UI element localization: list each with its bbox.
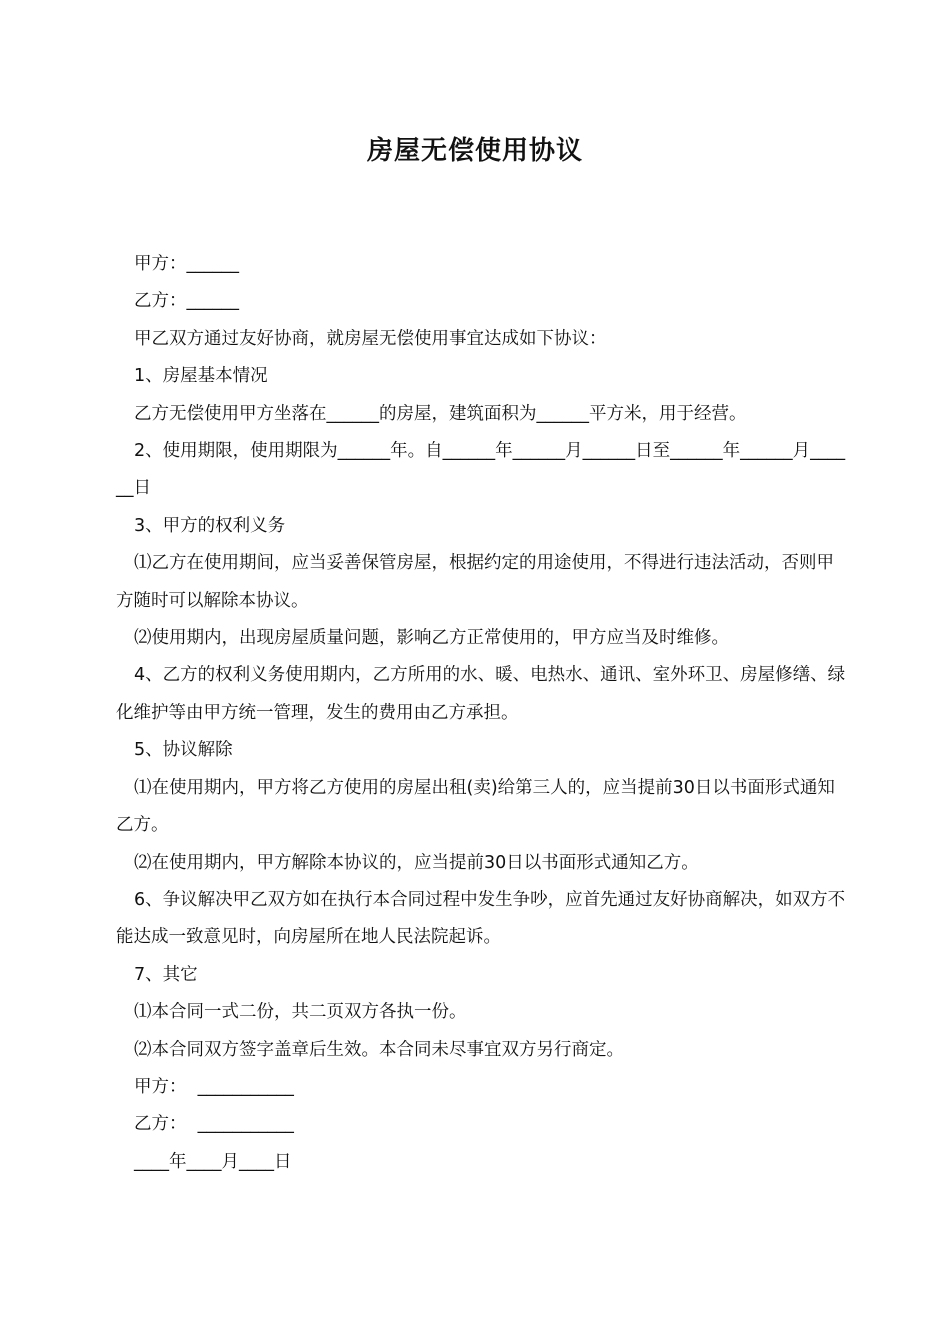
party-b-line: 乙方：______ — [134, 291, 239, 312]
document-body — [116, 246, 850, 1181]
section-5-item-2: ⑵在使用期内，甲方解除本协议的，应当提前30日以书面形式通知乙方。 — [134, 852, 699, 873]
section-1-text: 乙方无偿使用甲方坐落在______的房屋，建筑面积为______平方米，用于经营。 — [134, 403, 747, 424]
section-3-item-1: ⑴乙方在使用期间，应当妥善保管房屋，根据约定的用途使用，不得进行违法活动，否则甲方随时可以解除本协议。 — [116, 553, 834, 611]
party-a-line: 甲方：______ — [134, 254, 239, 274]
section-3-heading: 3、甲方的权利义务 — [134, 515, 286, 536]
document-title: 房屋无偿使用协议 — [366, 136, 583, 166]
signature-date: ____年____月____日 — [134, 1151, 292, 1172]
section-7-heading: 7、其它 — [134, 964, 198, 985]
section-5-heading: 5、协议解除 — [134, 740, 233, 761]
signature-party-b: 乙方： ___________ — [134, 1114, 294, 1135]
section-7-item-1: ⑴本合同一式二份，共二页双方各执一份。 — [134, 1002, 467, 1023]
section-7-item-2: ⑵本合同双方签字盖章后生效。本合同未尽事宜双方另行商定。 — [134, 1039, 624, 1060]
section-4-text: 4、乙方的权利义务使用期内，乙方所用的水、暖、电热水、通讯、室外环卫、房屋修缮、绿化维护等由甲方统一管理，发生的费用由乙方承担。 — [116, 665, 846, 723]
section-3-item-2: ⑵使用期内，出现房屋质量问题，影响乙方正常使用的，甲方应当及时维修。 — [134, 628, 729, 649]
section-5-item-1: ⑴在使用期内，甲方将乙方使用的房屋出租(卖)给第三人的，应当提前30日以书面形式通知乙方。 — [116, 777, 835, 836]
signature-party-a: 甲方： ___________ — [134, 1076, 294, 1097]
section-6-text: 6、争议解决甲乙双方如在执行本合同过程中发生争吵，应首先通过友好协商解决，如双方不能达成一致意见时，向房屋所在地人民法院起诉。 — [116, 889, 846, 948]
intro-paragraph: 甲乙双方通过友好协商，就房屋无偿使用事宜达成如下协议： — [134, 328, 607, 349]
section-2-text: 2、使用期限，使用期限为______年。自______年______月______日至______年______月______日 — [116, 441, 846, 499]
section-1-heading: 1、房屋基本情况 — [134, 366, 268, 387]
